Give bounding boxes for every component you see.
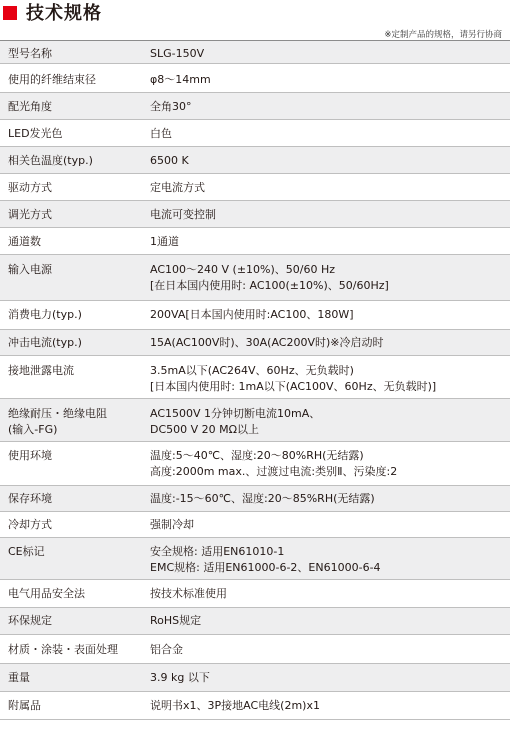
spec-value <box>150 442 510 480</box>
spec-label-text: 型号名称 <box>8 47 52 60</box>
spec-label-text: 相关色温度(typ.) <box>8 154 93 167</box>
spec-value <box>150 64 510 88</box>
spec-value <box>150 255 510 294</box>
spec-label-text: 配光角度 <box>8 100 52 113</box>
spec-row <box>0 442 510 486</box>
spec-label-text: 驱动方式 <box>8 181 52 194</box>
spec-label <box>0 580 150 602</box>
page-title: 技术规格 <box>26 3 102 24</box>
spec-label <box>0 664 150 686</box>
spec-label-text: 保存环境 <box>8 492 52 505</box>
spec-value <box>150 664 510 686</box>
spec-label-text: 输入电源 <box>8 263 52 276</box>
spec-row <box>0 64 510 93</box>
spec-value <box>150 201 510 223</box>
spec-value-line: SLG-150V <box>150 47 205 60</box>
spec-value <box>150 399 510 438</box>
spec-label <box>0 692 150 714</box>
spec-value-line: 全角30° <box>150 100 192 113</box>
spec-value <box>150 608 510 629</box>
spec-value-line: 3.5mA以下(AC264V、60Hz、无负载时) <box>150 364 354 377</box>
spec-value-line: [日本国内使用时: 1mA以下(AC100V、60Hz、无负载时)] <box>150 380 437 393</box>
spec-label <box>0 486 150 507</box>
spec-row <box>0 201 510 228</box>
spec-label-text: 通道数 <box>8 235 41 248</box>
spec-label-text: CE标记 <box>8 545 45 558</box>
spec-label <box>0 512 150 533</box>
spec-value <box>150 228 510 250</box>
spec-label <box>0 64 150 88</box>
spec-label-text: 冷却方式 <box>8 518 52 531</box>
spec-label <box>0 120 150 142</box>
spec-value-line: AC100～240 V (±10%)、50/60 Hz <box>150 263 336 276</box>
spec-label-text: 消费电力(typ.) <box>8 308 82 321</box>
spec-label <box>0 201 150 223</box>
spec-value <box>150 635 510 658</box>
spec-row <box>0 228 510 255</box>
spec-label-text: 附属品 <box>8 699 41 712</box>
spec-row <box>0 356 510 399</box>
spec-label-text: 使用环境 <box>8 449 52 462</box>
spec-value-line: 6500 K <box>150 154 189 167</box>
spec-row <box>0 330 510 356</box>
spec-value-line: EMC规格: 适用EN61000-6-2、EN61000-6-4 <box>150 561 381 574</box>
spec-value-line: AC1500V 1分钟切断电流10mA、 <box>150 407 321 420</box>
spec-value-line: [在日本国内使用时: AC100(±10%)、50/60Hz] <box>150 279 389 292</box>
spec-value <box>150 93 510 115</box>
spec-row <box>0 486 510 512</box>
spec-label <box>0 41 150 62</box>
spec-value-line: 200VA[日本国内使用时:AC100、180W] <box>150 308 354 321</box>
spec-row <box>0 538 510 580</box>
spec-row <box>0 147 510 174</box>
spec-value-line: RoHS规定 <box>150 614 202 627</box>
spec-row <box>0 120 510 147</box>
spec-row <box>0 174 510 201</box>
spec-label <box>0 255 150 278</box>
spec-value-line: 按技术标准使用 <box>150 587 227 600</box>
spec-label <box>0 93 150 115</box>
spec-row <box>0 255 510 301</box>
spec-value-line: 1通道 <box>150 235 179 248</box>
spec-value <box>150 692 510 714</box>
spec-value-line: 说明书x1、3P接地AC电线(2m)x1 <box>150 699 320 712</box>
spec-label-text: 电气用品安全法 <box>8 587 85 600</box>
spec-label-text: 接地泄露电流 <box>8 364 74 377</box>
spec-label-text: LED发光色 <box>8 127 63 140</box>
spec-row <box>0 40 510 64</box>
spec-label <box>0 538 150 560</box>
spec-label-text-2: (输入-FG) <box>8 423 58 436</box>
spec-value-line: 温度:-15～60℃、湿度:20～85%RH(无结露) <box>150 492 375 505</box>
spec-label-text: 环保规定 <box>8 614 52 627</box>
red-square-icon <box>3 6 17 20</box>
spec-value <box>150 512 510 533</box>
spec-value <box>150 580 510 602</box>
spec-row <box>0 580 510 608</box>
spec-row <box>0 608 510 635</box>
spec-label <box>0 147 150 169</box>
spec-row <box>0 512 510 538</box>
spec-label <box>0 330 150 351</box>
spec-row <box>0 399 510 442</box>
spec-value <box>150 486 510 507</box>
spec-label-text: 重量 <box>8 671 30 684</box>
spec-label-text: 冲击电流(typ.) <box>8 336 82 349</box>
spec-label <box>0 174 150 196</box>
spec-label <box>0 442 150 464</box>
spec-value <box>150 41 510 62</box>
spec-value <box>150 120 510 142</box>
spec-label <box>0 356 150 379</box>
spec-value-line: 电流可变控制 <box>150 208 216 221</box>
section-header <box>0 0 102 24</box>
spec-value <box>150 147 510 169</box>
spec-row <box>0 664 510 692</box>
spec-label-text: 使用的纤维结束径 <box>8 73 96 86</box>
spec-value-line: 强制冷却 <box>150 518 194 531</box>
spec-label-text: 绝缘耐压・绝缘电阻 <box>8 407 107 420</box>
spec-value <box>150 301 510 323</box>
spec-value-line: 铝合金 <box>150 643 183 656</box>
spec-value <box>150 538 510 576</box>
spec-value-line: φ8～14mm <box>150 73 211 86</box>
spec-label <box>0 301 150 323</box>
spec-value-line: 高度:2000m max.、过渡过电流:类别Ⅱ、污染度:2 <box>150 465 398 478</box>
spec-row <box>0 301 510 330</box>
spec-value-line: 安全规格: 适用EN61010-1 <box>150 545 285 558</box>
spec-label <box>0 228 150 250</box>
spec-value-line: 温度:5～40℃、湿度:20～80%RH(无结露) <box>150 449 364 462</box>
spec-table <box>0 40 510 720</box>
spec-value-line: 3.9 kg 以下 <box>150 671 210 684</box>
spec-label-text: 材质・涂装・表面处理 <box>8 643 118 656</box>
spec-value-line: 白色 <box>150 127 172 140</box>
spec-row <box>0 692 510 720</box>
spec-label <box>0 635 150 658</box>
spec-value-line: 15A(AC100V时)、30A(AC200V时)※冷启动时 <box>150 336 384 349</box>
spec-value <box>150 174 510 196</box>
spec-value <box>150 330 510 351</box>
custom-spec-note: ※定制产品的规格，请另行协商 <box>384 30 502 40</box>
spec-row <box>0 635 510 664</box>
spec-label-text: 调光方式 <box>8 208 52 221</box>
spec-label <box>0 608 150 629</box>
spec-value-line: 定电流方式 <box>150 181 205 194</box>
spec-value <box>150 356 510 395</box>
spec-row <box>0 93 510 120</box>
spec-label <box>0 399 150 438</box>
spec-value-line: DC500 V 20 MΩ以上 <box>150 423 260 436</box>
